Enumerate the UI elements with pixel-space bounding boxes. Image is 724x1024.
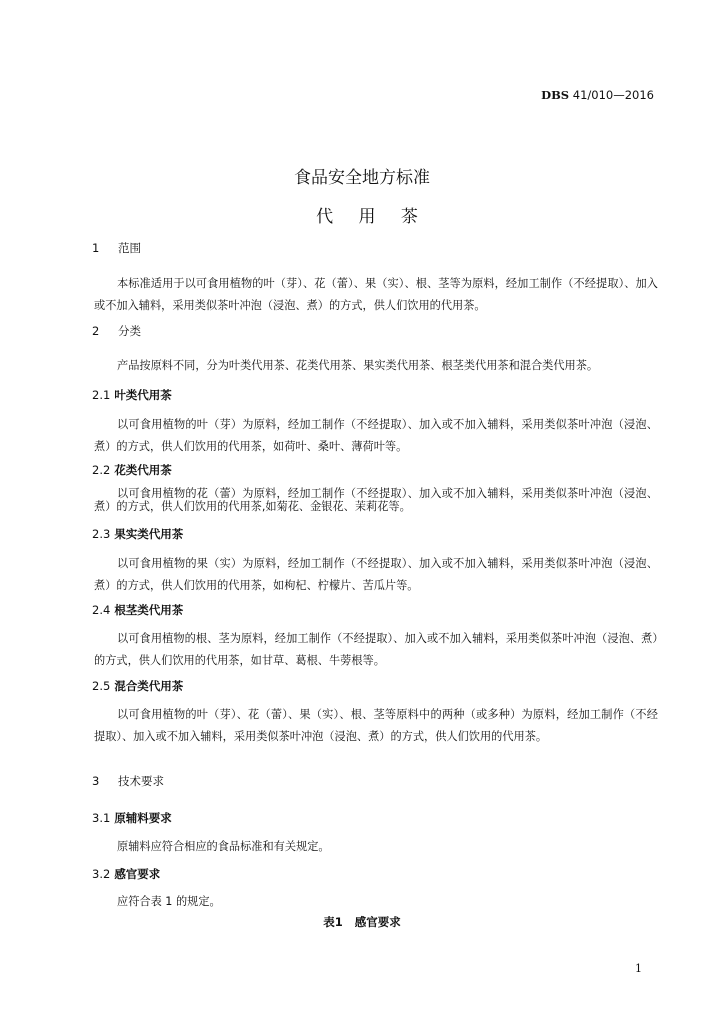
document-subtitle: 代 用 茶 xyxy=(316,207,428,227)
section-heading-2-4 xyxy=(92,602,183,618)
section-heading-1 xyxy=(92,240,141,256)
section-heading-3 xyxy=(92,773,164,789)
section-number: 2.5 xyxy=(92,679,111,693)
section-title: 根茎类代用茶 xyxy=(114,603,184,617)
section-heading-2-2 xyxy=(92,462,172,478)
section-heading-2-1 xyxy=(92,387,172,403)
section-heading-2-3 xyxy=(92,526,183,542)
section-paragraph-2-3: 以可食用植物的果（实）为原料，经加工制作（不经提取）、加入或不加入辅料，采用类似茶叶冲泡（浸泡、煮）的方式，供人们饮用的代用茶，如枸杞、柠檬片、苦瓜片等。 xyxy=(94,557,658,592)
section-paragraph-2: 产品按原料不同，分为叶类代用茶、花类代用茶、果实类代用茶、根茎类代用茶和混合类代用茶。 xyxy=(117,359,599,372)
section-heading-2-5 xyxy=(92,678,183,694)
section-paragraph-2-1: 以可食用植物的叶（芽）为原料，经加工制作（不经提取）、加入或不加入辅料，采用类似茶叶冲泡（浸泡、煮）的方式，供人们饮用的代用茶，如荷叶、桑叶、薄荷叶等。 xyxy=(94,418,658,453)
section-title: 花类代用茶 xyxy=(114,463,172,477)
table-title: 感官要求 xyxy=(354,915,401,929)
section-heading-2 xyxy=(92,323,141,339)
section-title: 叶类代用茶 xyxy=(114,388,172,402)
standard-code xyxy=(541,88,654,102)
section-number: 2.4 xyxy=(92,603,111,617)
section-paragraph-3-1: 原辅料应符合相应的食品标准和有关规定。 xyxy=(117,840,330,853)
section-paragraph-3-2: 应符合表 1 的规定。 xyxy=(117,895,221,908)
section-title: 分类 xyxy=(118,324,141,338)
section-number: 3 xyxy=(92,774,100,788)
section-title: 混合类代用茶 xyxy=(114,679,184,693)
section-heading-3-1 xyxy=(92,810,172,826)
document-title: 食品安全地方标准 xyxy=(294,168,430,188)
section-title: 范围 xyxy=(118,241,141,255)
section-paragraph-1: 本标准适用于以可食用植物的叶（芽）、花（蕾）、果（实）、根、茎等为原料，经加工制作（不经提取）、加入或不加入辅料，采用类似茶叶冲泡（浸泡、煮）的方式，供人们饮用的代用茶。 xyxy=(94,277,658,312)
page-number: 1 xyxy=(635,962,642,975)
section-title: 感官要求 xyxy=(114,867,161,881)
section-number: 2.1 xyxy=(92,388,111,402)
section-number: 1 xyxy=(92,241,100,255)
section-heading-3-2 xyxy=(92,866,160,882)
section-number: 3.2 xyxy=(92,867,111,881)
standard-code-number: 41/010—2016 xyxy=(569,88,654,102)
section-paragraph-2-2: 以可食用植物的花（蕾）为原料，经加工制作（不经提取）、加入或不加入辅料，采用类似茶叶冲泡（浸泡、煮）的方式，供人们饮用的代用茶,如菊花、金银花、茉莉花等。 xyxy=(94,487,658,513)
section-number: 2.3 xyxy=(92,527,111,541)
section-title: 原辅料要求 xyxy=(114,811,172,825)
table-label: 表1 xyxy=(323,915,343,929)
section-number: 2.2 xyxy=(92,463,111,477)
section-number: 2 xyxy=(92,324,100,338)
section-title: 果实类代用茶 xyxy=(114,527,184,541)
section-paragraph-2-5: 以可食用植物的叶（芽）、花（蕾）、果（实）、根、茎等原料中的两种（或多种）为原料，经加工制作（不经提取）、加入或不加入辅料，采用类似茶叶冲泡（浸泡、煮）的方式，供人们饮用的代用茶。 xyxy=(94,708,658,743)
standard-code-prefix: DBS xyxy=(541,88,570,102)
section-title: 技术要求 xyxy=(118,774,164,788)
table-caption xyxy=(0,914,724,930)
section-number: 3.1 xyxy=(92,811,111,825)
section-paragraph-2-4: 以可食用植物的根、茎为原料，经加工制作（不经提取）、加入或不加入辅料，采用类似茶叶冲泡（浸泡、煮）的方式，供人们饮用的代用茶，如甘草、葛根、牛蒡根等。 xyxy=(94,632,658,667)
